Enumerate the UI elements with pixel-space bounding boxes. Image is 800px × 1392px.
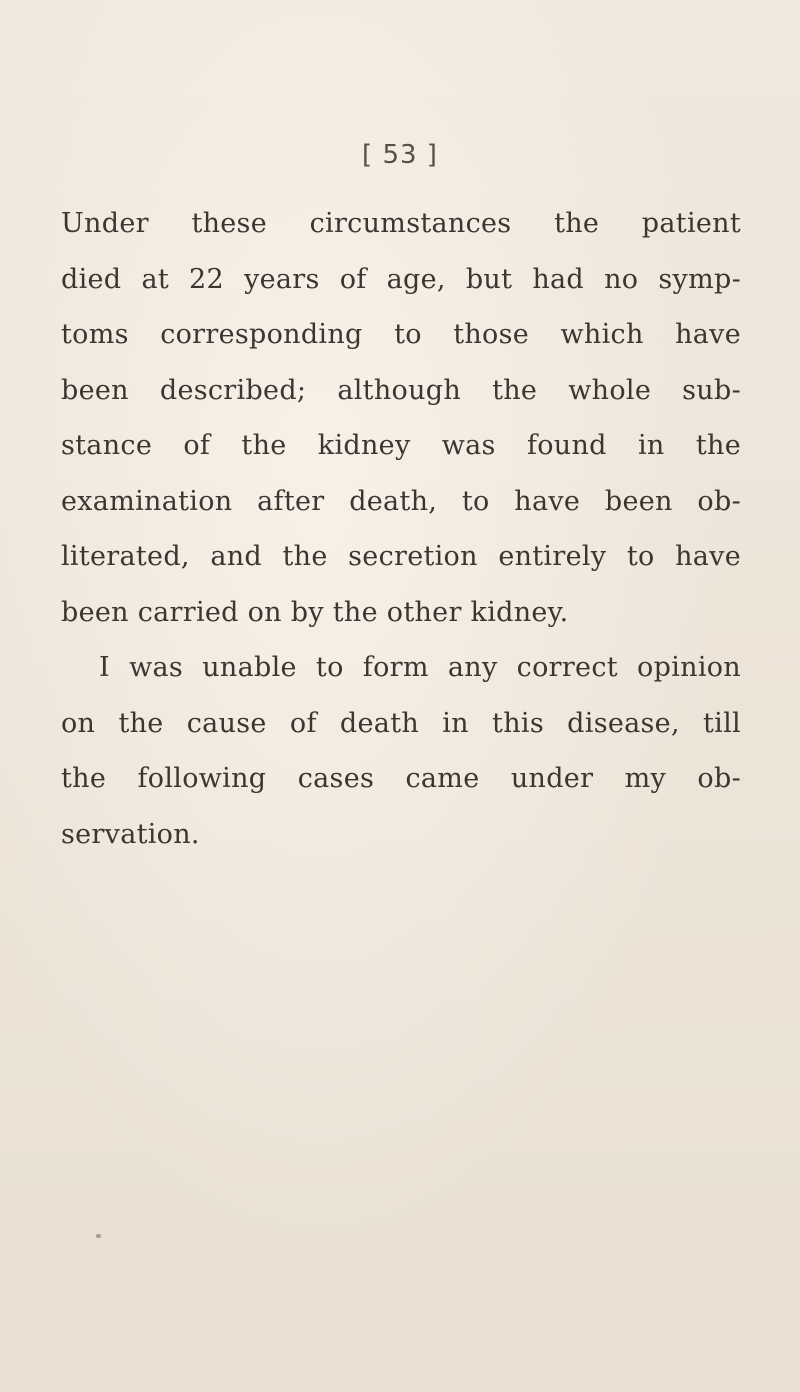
paragraph-1 [61,196,741,640]
text-line: been carried on by the other kidney. [61,596,569,628]
text-line: died at 22 years of age, but had no symp- [61,263,741,295]
paper-speck [96,1234,101,1238]
paragraph-2 [61,640,741,862]
text-line: stance of the kidney was found in the [61,430,741,461]
text-line: servation. [61,818,200,850]
text-line: toms corresponding to those which have [61,319,741,350]
text-line: the following cases came under my ob- [61,763,741,794]
text-line: Under these circumstances the patient [61,208,741,239]
text-line: literated, and the secretion entirely to have [61,541,741,572]
page-number: [ 53 ] [362,140,438,170]
body-text [61,196,741,862]
text-line: I was unable to form any correct opinion [99,652,741,683]
text-line: on the cause of death in this disease, till [61,707,741,739]
text-line: been described; although the whole sub- [61,374,741,406]
text-line: examination after death, to have been ob- [61,485,741,517]
